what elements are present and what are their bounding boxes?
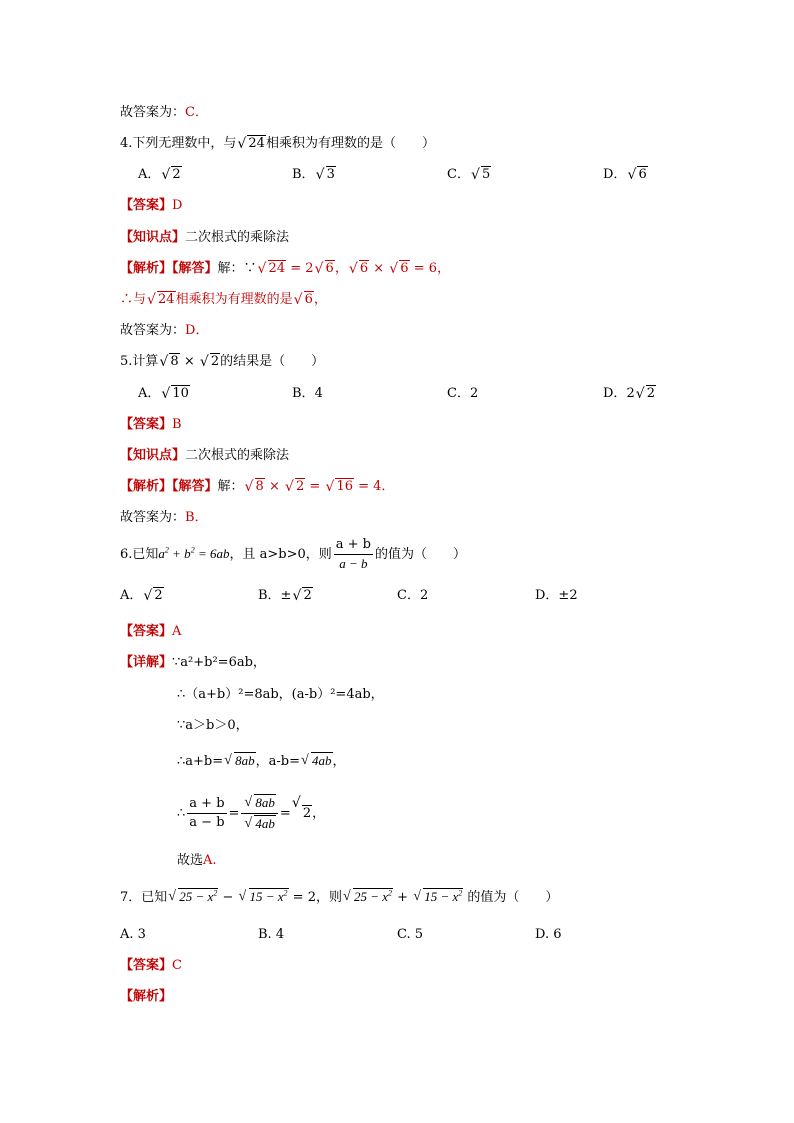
q5-answer-summary: [120, 509, 208, 527]
option-value: 2: [626, 386, 635, 401]
sqrt-option: √ 3: [315, 167, 335, 183]
radicand: 8ab: [255, 795, 275, 810]
radicand: 2: [172, 167, 181, 182]
q4-answer: [120, 197, 182, 215]
q4-stem-text-2: 相乘积为有理数的是（ ）: [265, 136, 435, 151]
solution-text: 解：: [217, 479, 244, 494]
solution-text: ，: [334, 261, 348, 276]
radicand: 10: [172, 386, 189, 401]
radicand: 6: [325, 261, 334, 276]
option-label: B．: [292, 167, 315, 182]
option-label: A．: [138, 167, 161, 182]
question-7-stem: [120, 888, 558, 907]
q6-equation: $a^2 + b^2 = 6ab$: [158, 545, 230, 561]
q6-stem-text: ，且 a>b>0，则: [229, 547, 332, 562]
q7-option-b: B. 4: [258, 927, 285, 942]
answer-summary-label: 故答案为：: [120, 323, 186, 338]
option-label: A．: [138, 386, 161, 401]
radicand: 6: [304, 292, 313, 307]
detail-text: ∴a+b=: [177, 754, 224, 769]
sqrt-15-x2: √ $15 - x^2$: [413, 888, 463, 904]
q7-option-a: A. 3: [120, 927, 146, 942]
q5-option-b: [292, 385, 323, 403]
radicand: 4ab: [255, 816, 275, 831]
q5-option-d: [603, 385, 656, 403]
sqrt-24: √ 24: [257, 261, 286, 277]
detail-text: ，a-b=: [255, 754, 300, 769]
knowledge-tag: 【知识点】: [120, 448, 186, 463]
sqrt-option: √ 2: [161, 167, 181, 183]
q6-stem-text: 6.已知: [120, 547, 159, 562]
fraction-numerator: a + b: [334, 537, 373, 555]
q4-option-b: [292, 166, 336, 184]
sqrt-option: √ 5: [470, 167, 491, 183]
solution-text: ，: [313, 292, 327, 307]
solution-text: = 2: [286, 261, 314, 276]
sqrt-15-x2: √ $15 - x^2$: [238, 888, 288, 904]
answer-summary-value: B．: [185, 510, 208, 525]
q6-option-a: [120, 587, 164, 605]
radicand: 6: [359, 261, 369, 276]
q6-option-c: C．2: [397, 588, 429, 603]
detail-value: A.: [203, 853, 217, 868]
answer-tag: 【答案】: [120, 198, 173, 213]
detail-text: ∴: [177, 806, 186, 821]
sqrt-2: √ 2: [285, 479, 305, 495]
sqrt-6: √ 6: [314, 261, 334, 277]
radicand: 24: [158, 292, 175, 307]
answer-value: A: [172, 624, 182, 639]
sqrt-2: √ 2: [291, 795, 312, 821]
option-value: 2: [469, 386, 479, 401]
solution-text: = 6，: [409, 261, 450, 276]
radicand: 8ab: [235, 753, 255, 768]
radicand: 2: [302, 806, 312, 821]
q7-analysis: [120, 988, 172, 1006]
radicand: 2: [296, 479, 305, 494]
q6-stem-text: 的值为（ ）: [374, 547, 466, 562]
equals: =: [279, 806, 291, 821]
question-5-stem: [120, 353, 324, 371]
answer-value: B: [172, 417, 182, 432]
solution-text: =: [305, 479, 325, 494]
equals: =: [228, 806, 240, 821]
sqrt-option: √ 2: [143, 588, 163, 604]
radicand: 2: [154, 588, 163, 603]
q7-answer: [120, 957, 182, 975]
q4-knowledge-point: [120, 229, 289, 247]
q6-detail-3: ∵a＞b＞0，: [177, 718, 249, 733]
q7-operator: −: [218, 890, 238, 905]
option-label: B．±: [258, 588, 292, 603]
sqrt-4ab: √ 4ab: [244, 816, 275, 831]
knowledge-tag: 【知识点】: [120, 230, 186, 245]
detail-text: 故选: [177, 853, 204, 868]
radicand: 3: [326, 167, 335, 182]
q5-stem-text: 5.计算: [120, 354, 159, 369]
q7-operator: +: [393, 890, 413, 905]
answer-value: D: [172, 198, 183, 213]
analysis-tag: 【解析】: [120, 989, 173, 1004]
question-6-stem: [120, 536, 466, 573]
radicand: 4ab: [312, 753, 332, 768]
radicand: 2: [210, 354, 220, 369]
solution-text: 相乘积为有理数的是: [175, 292, 293, 307]
sqrt-4ab: √ 4ab: [301, 753, 332, 768]
sqrt-6: √ 6: [348, 261, 369, 277]
q6-detail-4: [177, 752, 346, 771]
solution-text: ∴与: [120, 292, 147, 307]
solution-text: ×: [369, 261, 389, 276]
sqrt-8: √ 8: [244, 479, 264, 495]
q6-option-d: D．±2: [535, 588, 578, 603]
sqrt-option: √ 10: [161, 386, 189, 402]
solution-text: ×: [264, 479, 284, 494]
q5-solution: [120, 478, 394, 496]
q5-stem-text: 的结果是（ ）: [220, 354, 325, 369]
q5-stem-text: ×: [179, 354, 199, 369]
answer-summary-value: C．: [185, 105, 208, 120]
option-label: A．: [120, 588, 143, 603]
q6-fraction-ab: [187, 796, 226, 831]
option-label: D．: [603, 167, 627, 182]
q6-fraction-sqrt: [241, 794, 278, 833]
sqrt-25-x2: √ $25 - x^2$: [168, 888, 218, 904]
q7-stem-text: 7．已知: [120, 890, 168, 905]
answer-summary-label: 故答案为：: [120, 105, 186, 120]
radicand: 6: [638, 167, 647, 182]
answer-summary-value: D．: [185, 323, 209, 338]
option-label: D．: [603, 386, 627, 401]
q4-option-a: [138, 166, 182, 184]
radicand: 2: [303, 588, 312, 603]
answer-summary-q3: [120, 104, 208, 122]
sqrt-25-x2: √ $25 - x^2$: [342, 888, 393, 904]
radicand: 25 − x: [179, 889, 214, 904]
option-label: C．: [447, 167, 470, 182]
detail-text: ，: [332, 754, 346, 769]
q6-answer: [120, 623, 181, 641]
q4-stem-text: 4.下列无理数中，与: [120, 136, 237, 151]
radicand: 25 − x: [353, 889, 389, 904]
q4-solution-line-2: [120, 291, 327, 309]
q4-answer-summary: [120, 322, 208, 340]
q6-fraction: [334, 537, 373, 572]
q6-detail-6: [177, 852, 217, 870]
q5-knowledge-point: [120, 447, 289, 465]
q5-option-c: [447, 385, 478, 403]
question-4-stem: [120, 135, 435, 153]
knowledge-value: 二次根式的乘除法: [185, 448, 290, 463]
q4-option-c: [447, 166, 491, 184]
analysis-tag: 【解析】: [120, 479, 173, 494]
option-label: B．: [292, 386, 315, 401]
sqrt-8ab: √ 8ab: [244, 795, 275, 810]
q6-detail-5: [177, 794, 325, 834]
detail-tag: 【详解】: [120, 655, 173, 670]
fraction-numerator: a + b: [187, 796, 226, 814]
radicand: 15 − x: [249, 889, 284, 904]
radicand: 15 − x: [424, 889, 459, 904]
sqrt-8ab: √ 8ab: [224, 753, 255, 768]
sqrt-option: √ 2: [292, 588, 312, 604]
answer-summary-label: 故答案为：: [120, 510, 186, 525]
q6-detail-2: ∴（a+b）²=8ab，(a-b）²=4ab，: [177, 687, 384, 702]
q7-stem-text: = 2，则: [288, 890, 342, 905]
sqrt-6: √ 6: [389, 261, 409, 277]
sqrt-24: √ 24: [147, 292, 175, 308]
answer-value: C: [172, 958, 182, 973]
radicand: 16: [336, 479, 353, 494]
fraction-denominator: a − b: [339, 556, 368, 571]
sqrt-option: √ 6: [627, 167, 647, 183]
analysis-tag: 【解析】: [120, 261, 173, 276]
q7-stem-text: 的值为（ ）: [463, 890, 559, 905]
q7-option-c: C. 5: [397, 927, 424, 942]
solution-text: = 4．: [354, 479, 395, 494]
radicand: 8: [170, 354, 179, 369]
sqrt-8: √ 8: [159, 354, 179, 370]
q6-detail-1: [120, 654, 266, 672]
sqrt-24: √ 24: [237, 136, 265, 152]
radicand: 8: [255, 479, 264, 494]
radicand: 5: [481, 167, 491, 182]
solution-tag: 【解答】: [172, 479, 218, 494]
q5-answer: [120, 416, 182, 434]
sqrt-6: √ 6: [293, 292, 313, 308]
knowledge-value: 二次根式的乘除法: [185, 230, 290, 245]
radicand: 6: [400, 261, 409, 276]
q4-solution-line-1: [120, 260, 450, 278]
q5-option-a: [138, 385, 190, 403]
detail-text: ，: [312, 806, 326, 821]
option-label: C．: [447, 386, 470, 401]
q6-option-b: [258, 587, 313, 605]
answer-tag: 【答案】: [120, 958, 173, 973]
option-value: 4: [314, 386, 323, 401]
fraction-denominator: a − b: [189, 815, 225, 830]
answer-tag: 【答案】: [120, 624, 173, 639]
q4-option-d: [603, 166, 648, 184]
answer-tag: 【答案】: [120, 417, 173, 432]
radicand: 24: [248, 136, 265, 151]
solution-tag: 【解答】: [172, 261, 218, 276]
radicand: 24: [268, 261, 286, 276]
sqrt-option: √ 2: [635, 386, 655, 402]
sqrt-2: √ 2: [199, 354, 220, 370]
solution-text: 解：∵: [217, 261, 257, 276]
radicand: 2: [646, 386, 655, 401]
q7-option-d: D. 6: [535, 927, 562, 942]
sqrt-16: √ 16: [325, 479, 353, 495]
detail-text: ∵a²+b²=6ab，: [172, 655, 266, 670]
